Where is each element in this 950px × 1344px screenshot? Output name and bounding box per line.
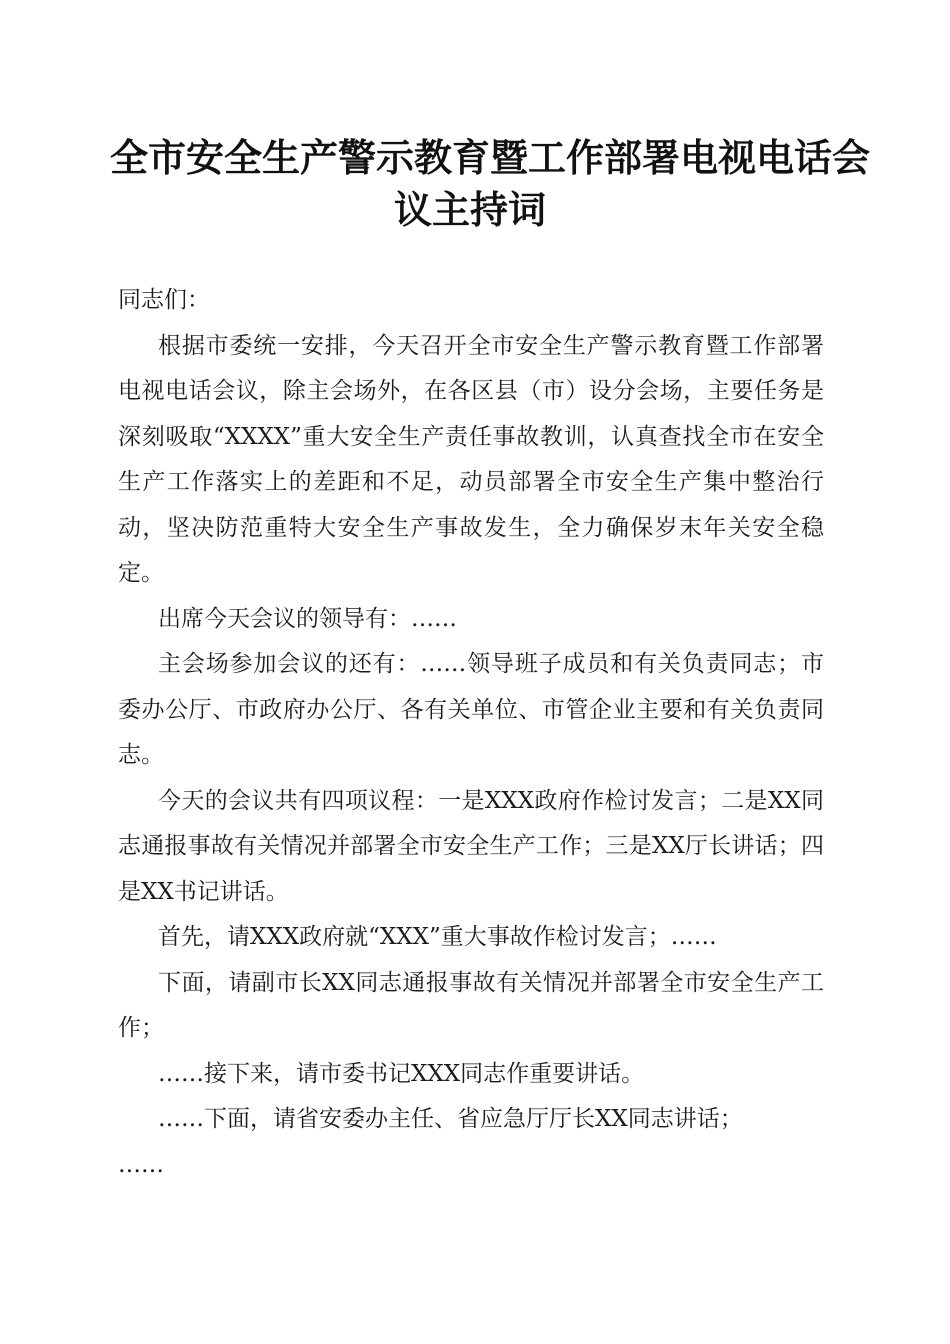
paragraph-agenda: 今天的会议共有四项议程：一是XXX政府作检讨发言；二是XX同志通报事故有关情况并部署全市安全生产工作；三是XX厅长讲话；四是XX书记讲话。	[118, 787, 824, 905]
salutation: 同志们：	[118, 287, 210, 313]
paragraph-attending-leaders: 出席今天会议的领导有：……	[158, 605, 457, 632]
paragraph-main-venue-attendees: 主会场参加会议的还有：……领导班子成员和有关负责同志；市委办公厅、市政府办公厅、各有关单位、市管企业主要和有关负责同志。	[118, 651, 824, 768]
document-title-line-2: 议主持词	[393, 187, 546, 232]
paragraph-first-item: 首先，请XXX政府就“XXX”重大事故作检讨发言；……	[158, 924, 717, 950]
paragraph-fourth-item: ……下面，请省安委办主任、省应急厅厅长XX同志讲话；	[158, 1106, 743, 1132]
document-title-line-1: 全市安全生产警示教育暨工作部署电视电话会	[110, 135, 871, 180]
paragraph-intro: 根据市委统一安排，今天召开全市安全生产警示教育暨工作部署电视电话会议，除主会场外，在各区县（市）设分会场，主要任务是深刻吸取“XXXX”重大安全生产责任事故教训，认真查找全市在安全生产工作落实上的差距和不足，动员部署全市安全生产集中整治行动，坚决防范重特大安全生产事故发生，全力确保岁末年关安全稳定。	[118, 332, 824, 586]
paragraph-third-item: ……接下来，请市委书记XXX同志作重要讲话。	[158, 1060, 645, 1087]
paragraph-second-item: 下面，请副市长XX同志通报事故有关情况并部署全市安全生产工作；	[118, 969, 824, 1041]
closing-ellipsis: ……	[118, 1151, 164, 1178]
document-title	[110, 132, 871, 236]
document-body	[118, 278, 824, 1188]
